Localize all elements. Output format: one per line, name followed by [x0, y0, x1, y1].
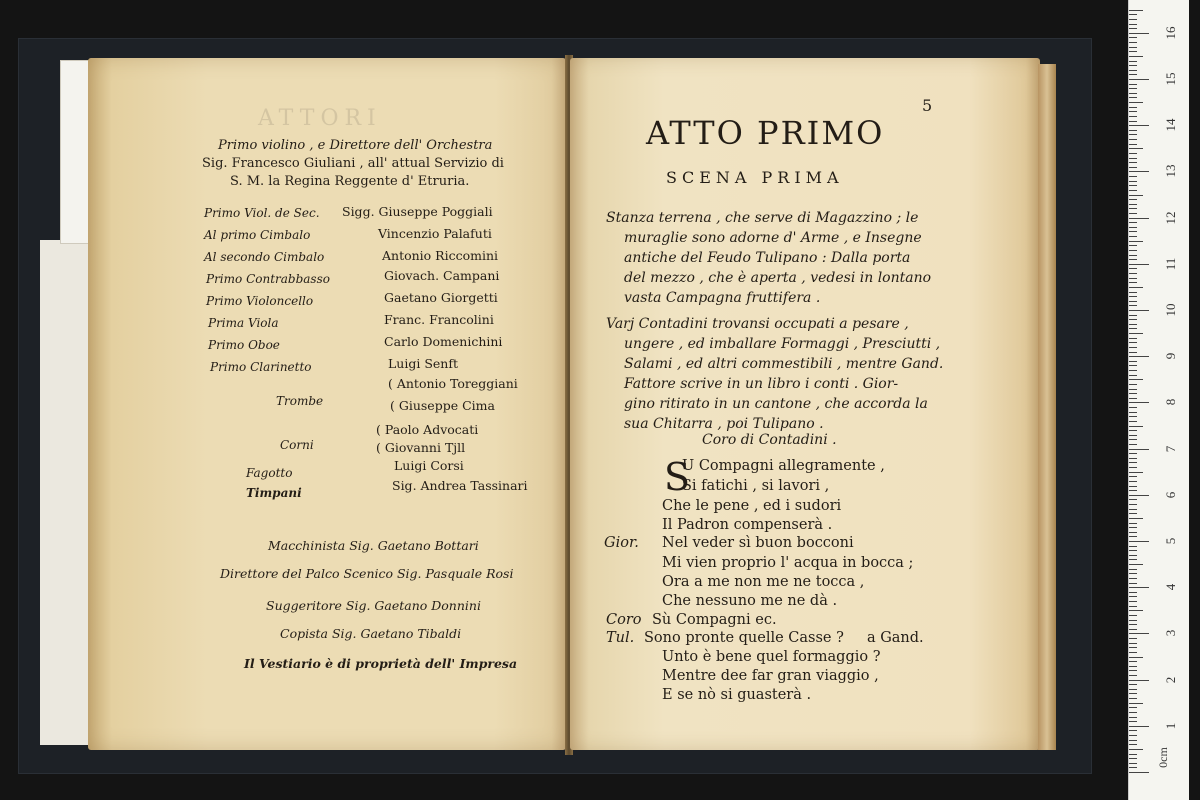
ruler-tick [1129, 287, 1143, 288]
ruler-tick [1129, 412, 1137, 413]
ruler-tick [1129, 305, 1137, 306]
verse-line: Che nessuno me ne dà . [662, 593, 838, 609]
ruler-tick [1129, 130, 1137, 131]
ruler-tick [1129, 449, 1149, 450]
ruler-tick [1129, 121, 1137, 122]
ruler-tick [1129, 42, 1137, 43]
drop-cap: S [664, 455, 691, 499]
orchestra-header-line: Primo violino , e Direttore dell' Orchestra [218, 138, 493, 153]
ruler-tick [1129, 426, 1143, 427]
ruler-tick [1129, 134, 1137, 135]
ruler-tick [1129, 550, 1137, 551]
ruler-tick [1129, 624, 1137, 625]
ruler-tick [1129, 587, 1149, 588]
ruler-tick [1129, 116, 1137, 117]
ruler-tick [1129, 102, 1143, 103]
ruler-tick [1129, 324, 1137, 325]
ruler-tick [1129, 14, 1137, 15]
ruler-tick [1129, 555, 1137, 556]
ruler-tick [1129, 467, 1137, 468]
ruler-tick [1129, 162, 1137, 163]
verse-line: U Compagni allegramente , [682, 458, 885, 474]
ruler-number: 8 [1163, 399, 1178, 406]
staff-credit: Direttore del Palco Scenico Sig. Pasquale Rosi [220, 566, 514, 581]
ruler-tick [1129, 268, 1137, 269]
performer-name: Gaetano Giorgetti [384, 290, 498, 305]
staff-credit: Copista Sig. Gaetano Tibaldi [280, 626, 462, 641]
page-number: 5 [922, 96, 933, 115]
ruler-tick [1129, 111, 1137, 112]
ruler-number: 16 [1163, 26, 1178, 40]
ruler-tick [1129, 767, 1137, 768]
ruler-tick [1129, 301, 1137, 302]
ruler-tick [1129, 208, 1137, 209]
ruler-tick [1129, 282, 1137, 283]
orchestra-header-line: S. M. la Regina Reggente d' Etruria. [230, 174, 470, 189]
ruler-tick [1129, 717, 1137, 718]
ruler-tick [1129, 51, 1137, 52]
stage-direction-line: gino ritirato in un cantone , che accorda la [624, 396, 928, 412]
ruler-tick [1129, 56, 1143, 57]
ruler-tick [1129, 657, 1143, 658]
ruler-tick [1129, 97, 1137, 98]
ruler-tick [1129, 754, 1137, 755]
ruler-tick [1129, 661, 1137, 662]
role-label: Primo Contrabbasso [206, 272, 330, 286]
ruler-tick [1129, 24, 1137, 25]
stage-direction-line: muraglie sono adorne d' Arme , e Insegne [624, 230, 922, 246]
ruler-tick [1129, 255, 1137, 256]
ruler-tick [1129, 236, 1137, 237]
performer-name: Sigg. Giuseppe Poggiali [342, 204, 493, 219]
stage-direction-line: Stanza terrena , che serve di Magazzino ; le [606, 210, 919, 226]
ruler-tick [1129, 592, 1137, 593]
ruler-tick [1129, 361, 1137, 362]
ruler-tick [1129, 523, 1137, 524]
act-title: ATTO PRIMO [646, 114, 885, 152]
staff-credit: Macchinista Sig. Gaetano Bottari [268, 538, 479, 553]
ruler-tick [1129, 495, 1149, 496]
ruler-tick [1129, 421, 1137, 422]
verse-line: Ora a me non me ne tocca , [662, 574, 865, 590]
performer-name: Sig. Andrea Tassinari [392, 478, 528, 493]
costume-note: Il Vestiario è di proprietà dell' Impresa [244, 656, 518, 671]
role-label: Primo Violoncello [206, 294, 314, 308]
ruler-tick [1129, 181, 1137, 182]
ruler-tick [1129, 61, 1137, 62]
ruler-tick [1129, 643, 1137, 644]
ruler-tick [1129, 740, 1137, 741]
ruler-tick [1129, 171, 1149, 172]
ruler-tick [1129, 148, 1143, 149]
ruler-tick [1129, 328, 1137, 329]
ruler-tick [1129, 698, 1137, 699]
ruler-tick [1129, 652, 1137, 653]
speaker-label: Tul. [606, 630, 635, 646]
ruler-tick [1129, 241, 1143, 242]
ruler-tick [1129, 606, 1137, 607]
page-edges [1038, 64, 1056, 750]
ruler-number: 5 [1163, 537, 1178, 545]
role-label: Trombe [276, 394, 324, 408]
verse-line: Unto è bene quel formaggio ? [662, 649, 881, 665]
role-label: Fagotto [246, 466, 293, 480]
ruler-tick [1129, 416, 1137, 417]
performer-name: Luigi Corsi [394, 458, 464, 473]
ruler-tick [1129, 726, 1149, 727]
ruler-tick [1129, 28, 1137, 29]
ruler-tick [1129, 278, 1137, 279]
ruler-number: 2 [1163, 676, 1178, 683]
role-label: Timpani [246, 486, 302, 500]
ruler-tick [1129, 33, 1149, 34]
ruler-number: 6 [1163, 491, 1178, 499]
ruler-tick [1129, 601, 1137, 602]
ruler-tick [1129, 509, 1137, 510]
ruler-tick [1129, 107, 1137, 108]
stage-direction-line: ungere , ed imballare Formaggi , Presciutti , [624, 336, 941, 352]
ruler-tick [1129, 139, 1137, 140]
ruler-tick [1129, 772, 1149, 773]
right-page [570, 58, 1040, 750]
ruler-tick [1129, 333, 1143, 334]
verse-line: Sono pronte quelle Casse ? a Gand. [644, 630, 924, 646]
ruler-number: 0cm [1155, 747, 1170, 768]
ruler-tick [1129, 670, 1137, 671]
performer-name: Antonio Riccomini [382, 248, 499, 263]
ruler-tick [1129, 573, 1137, 574]
bleedthrough-header: ATTORI [258, 106, 382, 131]
ruler-tick [1129, 375, 1137, 376]
performer-name: ( Antonio Toreggiani [388, 376, 518, 391]
ruler-number: 3 [1163, 630, 1178, 637]
role-label: Prima Viola [208, 316, 279, 330]
ruler-tick [1129, 439, 1137, 440]
ruler-tick [1129, 231, 1137, 232]
verse-line: E se nò si guasterà . [662, 687, 812, 703]
ruler-tick [1129, 185, 1137, 186]
speaker-label: Coro [606, 612, 642, 628]
ruler-tick [1129, 402, 1149, 403]
ruler-tick [1129, 532, 1137, 533]
ruler-tick [1129, 541, 1149, 542]
ruler-tick [1129, 19, 1137, 20]
ruler-tick [1129, 486, 1137, 487]
ruler-tick [1129, 259, 1137, 260]
ruler-tick [1129, 490, 1137, 491]
ruler-tick [1129, 10, 1143, 11]
ruler-tick [1129, 310, 1149, 311]
ruler-tick [1129, 153, 1137, 154]
stage-direction-line: sua Chitarra , poi Tulipano . [624, 416, 824, 432]
ruler-tick [1129, 462, 1137, 463]
scene-title: SCENA PRIMA [666, 168, 844, 187]
ruler-tick [1129, 633, 1149, 634]
verse-line: Mentre dee far gran viaggio , [662, 668, 879, 684]
chorus-heading: Coro di Contadini . [702, 432, 837, 448]
ruler-tick [1129, 744, 1137, 745]
role-label: Primo Clarinetto [210, 360, 312, 374]
ruler-tick [1129, 693, 1137, 694]
ruler-tick [1129, 204, 1137, 205]
ruler-tick [1129, 730, 1137, 731]
ruler-tick [1129, 273, 1137, 274]
ruler-tick [1129, 190, 1137, 191]
ruler-tick [1129, 758, 1137, 759]
ruler-tick [1129, 675, 1137, 676]
ruler-tick [1129, 370, 1137, 371]
ruler-tick [1129, 88, 1137, 89]
ruler-tick [1129, 481, 1137, 482]
ruler-tick [1129, 638, 1137, 639]
ruler-tick [1129, 218, 1149, 219]
ruler-tick [1129, 583, 1137, 584]
ruler-tick [1129, 527, 1137, 528]
ruler-tick [1129, 292, 1137, 293]
ruler-tick [1129, 444, 1137, 445]
ruler-tick [1129, 680, 1149, 681]
performer-name: ( Paolo Advocati [376, 422, 479, 437]
ruler-tick [1129, 47, 1137, 48]
ruler-tick [1129, 499, 1137, 500]
ruler-number: 11 [1163, 257, 1178, 271]
ruler-tick [1129, 167, 1137, 168]
ruler-tick [1129, 712, 1137, 713]
performer-name: ( Giuseppe Cima [390, 398, 495, 413]
ruler-tick [1129, 393, 1137, 394]
ruler-tick [1129, 245, 1137, 246]
ruler-number: 7 [1163, 445, 1178, 452]
verse-line: Che le pene , ed i sudori [662, 498, 842, 514]
ruler-tick [1129, 227, 1137, 228]
ruler-tick [1129, 296, 1137, 297]
ruler-tick [1129, 195, 1143, 196]
performer-name: Franc. Francolini [384, 312, 494, 327]
ruler-tick [1129, 647, 1137, 648]
performer-name: ( Giovanni Tjll [376, 440, 466, 455]
ruler-number: 9 [1163, 352, 1178, 360]
ruler-tick [1129, 689, 1137, 690]
verse-line: Mi vien proprio l' acqua in bocca ; [662, 555, 914, 571]
ruler-tick [1129, 435, 1137, 436]
performer-name: Giovach. Campani [384, 268, 500, 283]
ruler-tick [1129, 610, 1143, 611]
ruler-tick [1129, 703, 1143, 704]
ruler-tick [1129, 315, 1137, 316]
ruler-tick [1129, 559, 1137, 560]
scale-ruler [1128, 0, 1189, 800]
ruler-number: 10 [1163, 303, 1178, 317]
ruler-tick [1129, 65, 1137, 66]
ruler-tick [1129, 569, 1137, 570]
ruler-tick [1129, 629, 1137, 630]
ruler-tick [1129, 707, 1137, 708]
stage-direction-line: del mezzo , che è aperta , vedesi in lontano [624, 270, 932, 286]
ruler-tick [1129, 684, 1137, 685]
staff-credit: Suggeritore Sig. Gaetano Donnini [266, 598, 481, 613]
performer-name: Carlo Domenichini [384, 334, 503, 349]
ruler-tick [1129, 513, 1137, 514]
ruler-tick [1129, 93, 1137, 94]
verse-line: Il Padron compenserà . [662, 517, 833, 533]
ruler-tick [1129, 721, 1137, 722]
verse-line: Sù Compagni ec. [652, 612, 777, 628]
ruler-tick [1129, 379, 1143, 380]
ruler-tick [1129, 749, 1143, 750]
ruler-number: 15 [1163, 72, 1178, 86]
ruler-tick [1129, 472, 1143, 473]
ruler-number: 12 [1163, 211, 1178, 225]
ruler-tick [1129, 596, 1137, 597]
stage-direction-line: antiche del Feudo Tulipano : Dalla porta [624, 250, 911, 266]
ruler-tick [1129, 504, 1137, 505]
ruler-tick [1129, 70, 1137, 71]
role-label: Corni [280, 438, 314, 452]
ruler-tick [1129, 222, 1137, 223]
ruler-tick [1129, 536, 1137, 537]
verse-line: Si fatichi , si lavori , [682, 478, 830, 494]
stage-direction-line: Fattore scrive in un libro i conti . Gior- [624, 376, 899, 392]
ruler-tick [1129, 389, 1137, 390]
ruler-tick [1129, 84, 1137, 85]
ruler-number: 14 [1163, 118, 1178, 132]
stage-direction-line: Salami , ed altri commestibili , mentre Gand. [624, 356, 944, 372]
role-label: Primo Oboe [208, 338, 280, 352]
ruler-tick [1129, 264, 1149, 265]
ruler-tick [1129, 347, 1137, 348]
ruler-number: 13 [1163, 164, 1178, 178]
stage-direction-line: Varj Contadini trovansi occupati a pesare , [606, 316, 909, 332]
role-label: Al primo Cimbalo [204, 228, 311, 242]
performer-name: Vincenzio Palafuti [378, 226, 492, 241]
ruler-tick [1129, 546, 1137, 547]
ruler-number: 4 [1163, 583, 1178, 591]
ruler-tick [1129, 578, 1137, 579]
ruler-tick [1129, 735, 1137, 736]
ruler-tick [1129, 615, 1137, 616]
ruler-tick [1129, 125, 1149, 126]
ruler-tick [1129, 342, 1137, 343]
left-page [88, 58, 566, 750]
ruler-tick [1129, 518, 1143, 519]
ruler-tick [1129, 398, 1137, 399]
ruler-tick [1129, 74, 1137, 75]
performer-name: Luigi Senft [388, 356, 458, 371]
stage-direction-line: vasta Campagna fruttifera . [624, 290, 821, 306]
orchestra-header-line: Sig. Francesco Giuliani , all' attual Servizio di [202, 156, 504, 171]
ruler-tick [1129, 79, 1149, 80]
ruler-tick [1129, 319, 1137, 320]
ruler-tick [1129, 458, 1137, 459]
ruler-tick [1129, 666, 1137, 667]
ruler-tick [1129, 407, 1137, 408]
role-label: Al secondo Cimbalo [204, 250, 325, 264]
ruler-tick [1129, 564, 1143, 565]
role-label: Primo Viol. de Sec. [204, 206, 320, 220]
ruler-tick [1129, 476, 1137, 477]
ruler-tick [1129, 356, 1149, 357]
ruler-number: 1 [1163, 722, 1178, 730]
ruler-tick [1129, 144, 1137, 145]
ruler-tick [1129, 430, 1137, 431]
ruler-tick [1129, 365, 1137, 366]
ruler-tick [1129, 250, 1137, 251]
ruler-tick [1129, 384, 1137, 385]
ruler-tick [1129, 453, 1137, 454]
ruler-tick [1129, 199, 1137, 200]
ruler-tick [1129, 176, 1137, 177]
ruler-tick [1129, 763, 1137, 764]
verse-line: Nel veder sì buon bocconi [662, 535, 854, 551]
ruler-tick [1129, 620, 1137, 621]
ruler-tick [1129, 338, 1137, 339]
ruler-tick [1129, 37, 1137, 38]
speaker-label: Gior. [604, 535, 639, 551]
ruler-tick [1129, 158, 1137, 159]
ruler-tick [1129, 213, 1137, 214]
ruler-tick [1129, 352, 1137, 353]
